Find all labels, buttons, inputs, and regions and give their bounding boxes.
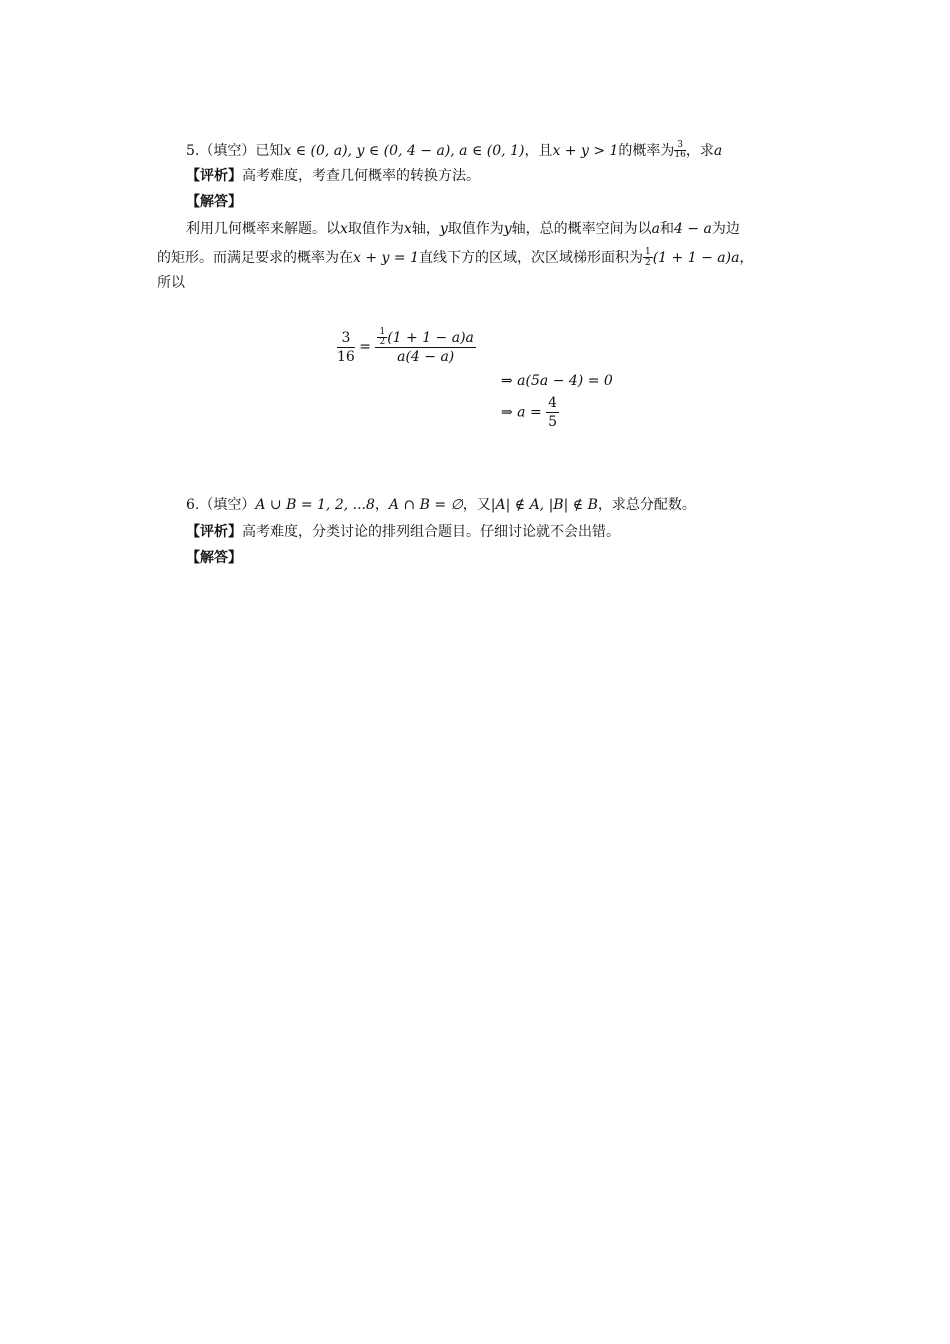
q6-review-text: 高考难度，分类讨论的排列组合题目。仔细讨论就不会出错。 bbox=[242, 524, 620, 540]
q5-equation-main: $\frac{3}{16}$ = $\frac{1}{2}$ (1 + 1 − a)a a(4 − a) bbox=[337, 327, 474, 365]
q5-mid2: 的概率为 bbox=[618, 143, 675, 159]
q5-review-tag: 【评析】 bbox=[186, 168, 242, 184]
eq-rhs-fraction: $\frac{1}{2}$ (1 + 1 − a)a a(4 − a) bbox=[375, 328, 475, 366]
q5-head: 5.（填空）已知 bbox=[186, 143, 284, 159]
q5-review-text: 高考难度，考查几何概率的转换方法。 bbox=[242, 168, 480, 184]
eq-lhs-fraction: $\frac{3}{16}$ bbox=[337, 329, 355, 365]
q5-cond2: x + y > 1 bbox=[552, 143, 619, 159]
q5-mid: ，且 bbox=[524, 143, 553, 159]
q5-body-line3: 所以 bbox=[157, 275, 185, 291]
q6-review-tag: 【评析】 bbox=[186, 524, 242, 540]
eq-result-fraction: $\frac{4}{5}$ bbox=[548, 395, 558, 430]
q6-answer-tag: 【解答】 bbox=[186, 550, 242, 566]
q5-question bbox=[186, 141, 722, 160]
q5-review bbox=[186, 167, 480, 185]
q5-body-line1: 利用几何概率来解题。以x取值作为x轴，y取值作为y轴，总的概率空间为以a和4 − a为边 bbox=[186, 221, 740, 237]
q5-var: a bbox=[713, 143, 723, 159]
q6-question: 6.（填空）A ∪ B = 1, 2, ...8，A ∩ B = ∅，又|A| ∉ A, |B| ∉ B，求总分配数。 bbox=[186, 497, 696, 513]
q5-body-line2: 的矩形。而满足要求的概率为在x + y = 1直线下方的区域，次区域梯形面积为 $\frac{1}{2}$ (1 + 1 − a)a， bbox=[157, 247, 754, 268]
q5-cond1: x ∈ (0, a), y ∈ (0, 4 − a), a ∈ (0, 1) bbox=[283, 143, 525, 159]
half-fraction: $\frac{1}{2}$ bbox=[644, 247, 651, 268]
q5-equation-step3: ⇒ a = $\frac{4}{5}$ bbox=[501, 395, 558, 430]
q5-tail: ，求 bbox=[685, 143, 714, 159]
q5-answer-tag: 【解答】 bbox=[186, 194, 242, 210]
q6-review bbox=[186, 523, 620, 541]
q5-equation-step2: ⇒ a(5a − 4) = 0 bbox=[501, 373, 613, 389]
q5-prob-fraction: $\frac{3}{16}$ bbox=[674, 140, 686, 160]
